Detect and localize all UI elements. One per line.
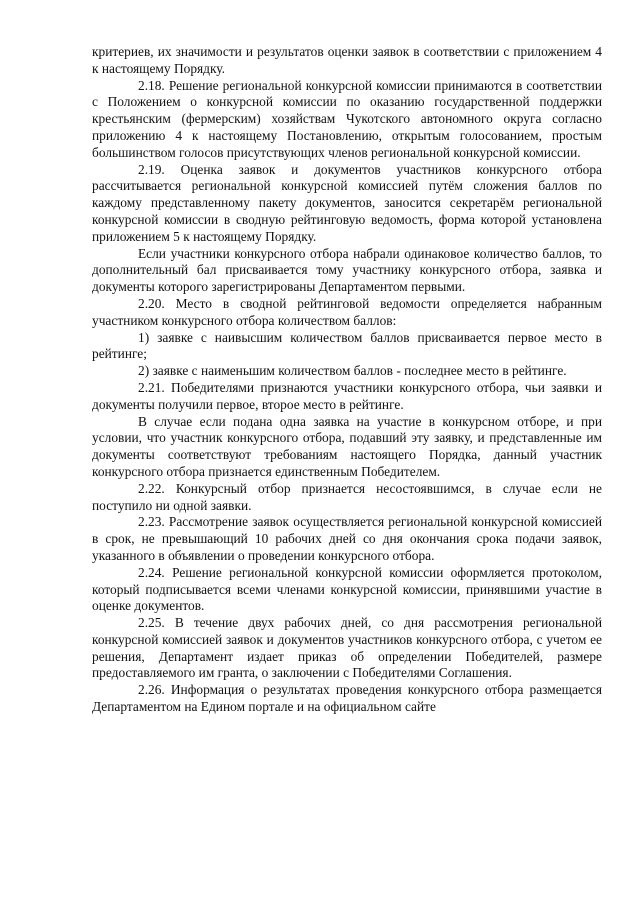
paragraph-2-25: 2.25. В течение двух рабочих дней, со дня рассмотрения региональной конкурсной комиссией заявок и документов участников конкурсного отбора, с учетом ее решения, Департамент издает приказ об определении Победителей, размере предоставляемого им гранта, о заключении с Победителями Соглашения. xyxy=(92,615,602,681)
paragraph-single-application: В случае если подана одна заявка на участие в конкурсном отборе, и при условии, что участник конкурсного отбора, подавший эту заявку, и представленные им документы соответствуют требованиям настоящего Порядка, данный участник конкурсного отбора признается единственным Победителем. xyxy=(92,413,602,479)
paragraph-2-24: 2.24. Решение региональной конкурсной комиссии оформляется протоколом, который подписывается всеми членами конкурсной комиссии, принявшими участие в оценке документов. xyxy=(92,564,602,614)
paragraph-2-20: 2.20. Место в сводной рейтинговой ведомости определяется набранным участником конкурсного отбора количеством баллов: xyxy=(92,295,602,328)
paragraph-2-26: 2.26. Информация о результатах проведения конкурсного отбора размещается Департаментом на Едином портале и на официальном сайте xyxy=(92,682,602,715)
list-item-2: 2) заявке с наименьшим количеством баллов - последнее место в рейтинге. xyxy=(138,363,567,379)
paragraph-2-19: 2.19. Оценка заявок и документов участников конкурсного отбора рассчитывается региональной конкурсной комиссией путём сложения баллов по каждому представленному пакету документов, заносится секретарём региональной конкурсной комиссии в сводную рейтинговую ведомость, форма которой установлена приложением 5 к настоящему Порядку. xyxy=(92,161,602,244)
list-item-1: 1) заявке с наивысшим количеством баллов присваивается первое место в рейтинге; xyxy=(92,329,602,362)
paragraph-2-21: 2.21. Победителями признаются участники конкурсного отбора, чьи заявки и документы получили первое, второе место в рейтинге. xyxy=(92,379,602,412)
paragraph-criteria-continuation: критериев, их значимости и результатов оценки заявок в соответствии с приложением 4 к настоящему Порядку. xyxy=(92,44,602,76)
paragraph-2-23: 2.23. Рассмотрение заявок осуществляется региональной конкурсной комиссией в срок, не превышающий 10 рабочих дней со дня окончания срока подачи заявок, указанного в объявлении о проведении конкурсного отбора. xyxy=(92,514,602,563)
document-body xyxy=(92,44,602,716)
paragraph-2-22: 2.22. Конкурсный отбор признается несостоявшимся, в случае если не поступило ни одной заявки. xyxy=(92,480,602,513)
paragraph-2-18: 2.18. Решение региональной конкурсной комиссии принимаются в соответствии с Положением о конкурсной комиссии по оказанию государственной поддержки крестьянским (фермерским) хозяйствам Чукотского автономного округа согласно приложению 4 к настоящему Постановлению, открытым голосованием, простым большинством голосов присутствующих членов региональной конкурсной комиссии. xyxy=(92,77,602,160)
paragraph-equal-points: Если участники конкурсного отбора набрали одинаковое количество баллов, то дополнительный бал присваивается тому участнику конкурсного отбора, заявка и документы которого зарегистрированы Департаментом первыми. xyxy=(92,245,602,295)
